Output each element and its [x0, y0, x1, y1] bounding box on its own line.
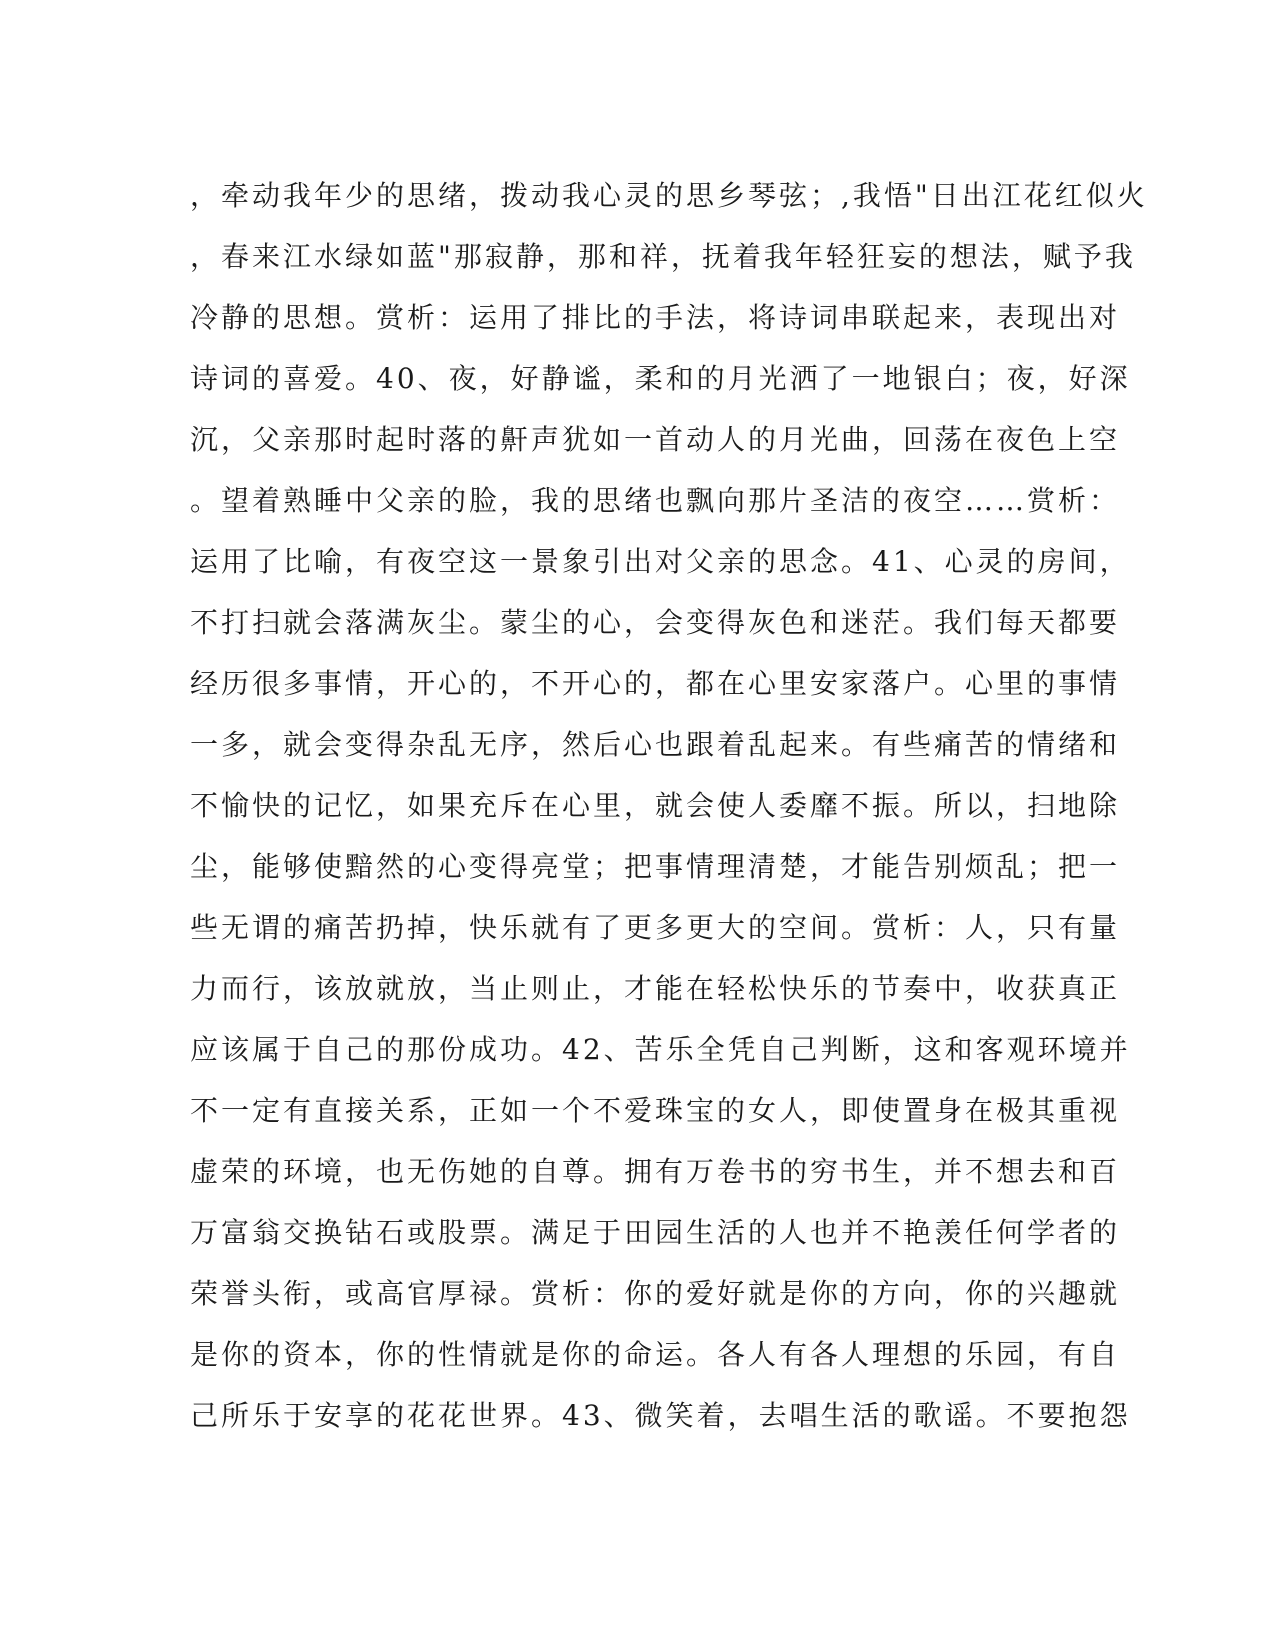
text-line: ，春来江水绿如蓝"那寂静，那和祥，抚着我年轻狂妄的想法，赋予我 — [190, 240, 1136, 273]
text-line: 。望着熟睡中父亲的脸，我的思绪也飘向那片圣洁的夜空……赏析： — [190, 484, 1121, 517]
text-line: 力而行，该放就放，当止则止，才能在轻松快乐的节奏中，收获真正 — [190, 972, 1121, 1005]
text-line: 尘，能够使黯然的心变得亮堂；把事情理清楚，才能告别烦乱；把一 — [190, 850, 1121, 883]
text-line: 不愉快的记忆，如果充斥在心里，就会使人委靡不振。所以，扫地除 — [190, 789, 1121, 822]
text-line: 虚荣的环境，也无伤她的自尊。拥有万卷书的穷书生，并不想去和百 — [190, 1155, 1121, 1188]
text-line: 不一定有直接关系，正如一个不爱珠宝的女人，即使置身在极其重视 — [190, 1094, 1121, 1127]
text-line: 荣誉头衔，或高官厚禄。赏析：你的爱好就是你的方向，你的兴趣就 — [190, 1277, 1121, 1310]
text-line: 应该属于自己的那份成功。42、苦乐全凭自己判断，这和客观环境并 — [190, 1033, 1131, 1066]
text-line: 些无谓的痛苦扔掉，快乐就有了更多更大的空间。赏析：人，只有量 — [190, 911, 1121, 944]
text-line: 运用了比喻，有夜空这一景象引出对父亲的思念。41、心灵的房间， — [190, 545, 1131, 578]
text-line: 冷静的思想。赏析：运用了排比的手法，将诗词串联起来，表现出对 — [190, 301, 1121, 334]
text-line: 一多，就会变得杂乱无序，然后心也跟着乱起来。有些痛苦的情绪和 — [190, 728, 1121, 761]
text-line: 经历很多事情，开心的，不开心的，都在心里安家落户。心里的事情 — [190, 667, 1121, 700]
text-line: 不打扫就会落满灰尘。蒙尘的心，会变得灰色和迷茫。我们每天都要 — [190, 606, 1121, 639]
text-line: ，牵动我年少的思绪，拨动我心灵的思乡琴弦；,我悟"日出江花红似火 — [190, 179, 1148, 212]
text-line: 是你的资本，你的性情就是你的命运。各人有各人理想的乐园，有自 — [190, 1338, 1121, 1371]
text-line: 万富翁交换钻石或股票。满足于田园生活的人也并不艳羡任何学者的 — [190, 1216, 1121, 1249]
text-line: 沉，父亲那时起时落的鼾声犹如一首动人的月光曲，回荡在夜色上空 — [190, 423, 1121, 456]
body-text — [190, 165, 1148, 1446]
text-line: 己所乐于安享的花花世界。43、微笑着，去唱生活的歌谣。不要抱怨 — [190, 1399, 1131, 1432]
text-line: 诗词的喜爱。40、夜，好静谧，柔和的月光洒了一地银白；夜，好深 — [190, 362, 1131, 395]
